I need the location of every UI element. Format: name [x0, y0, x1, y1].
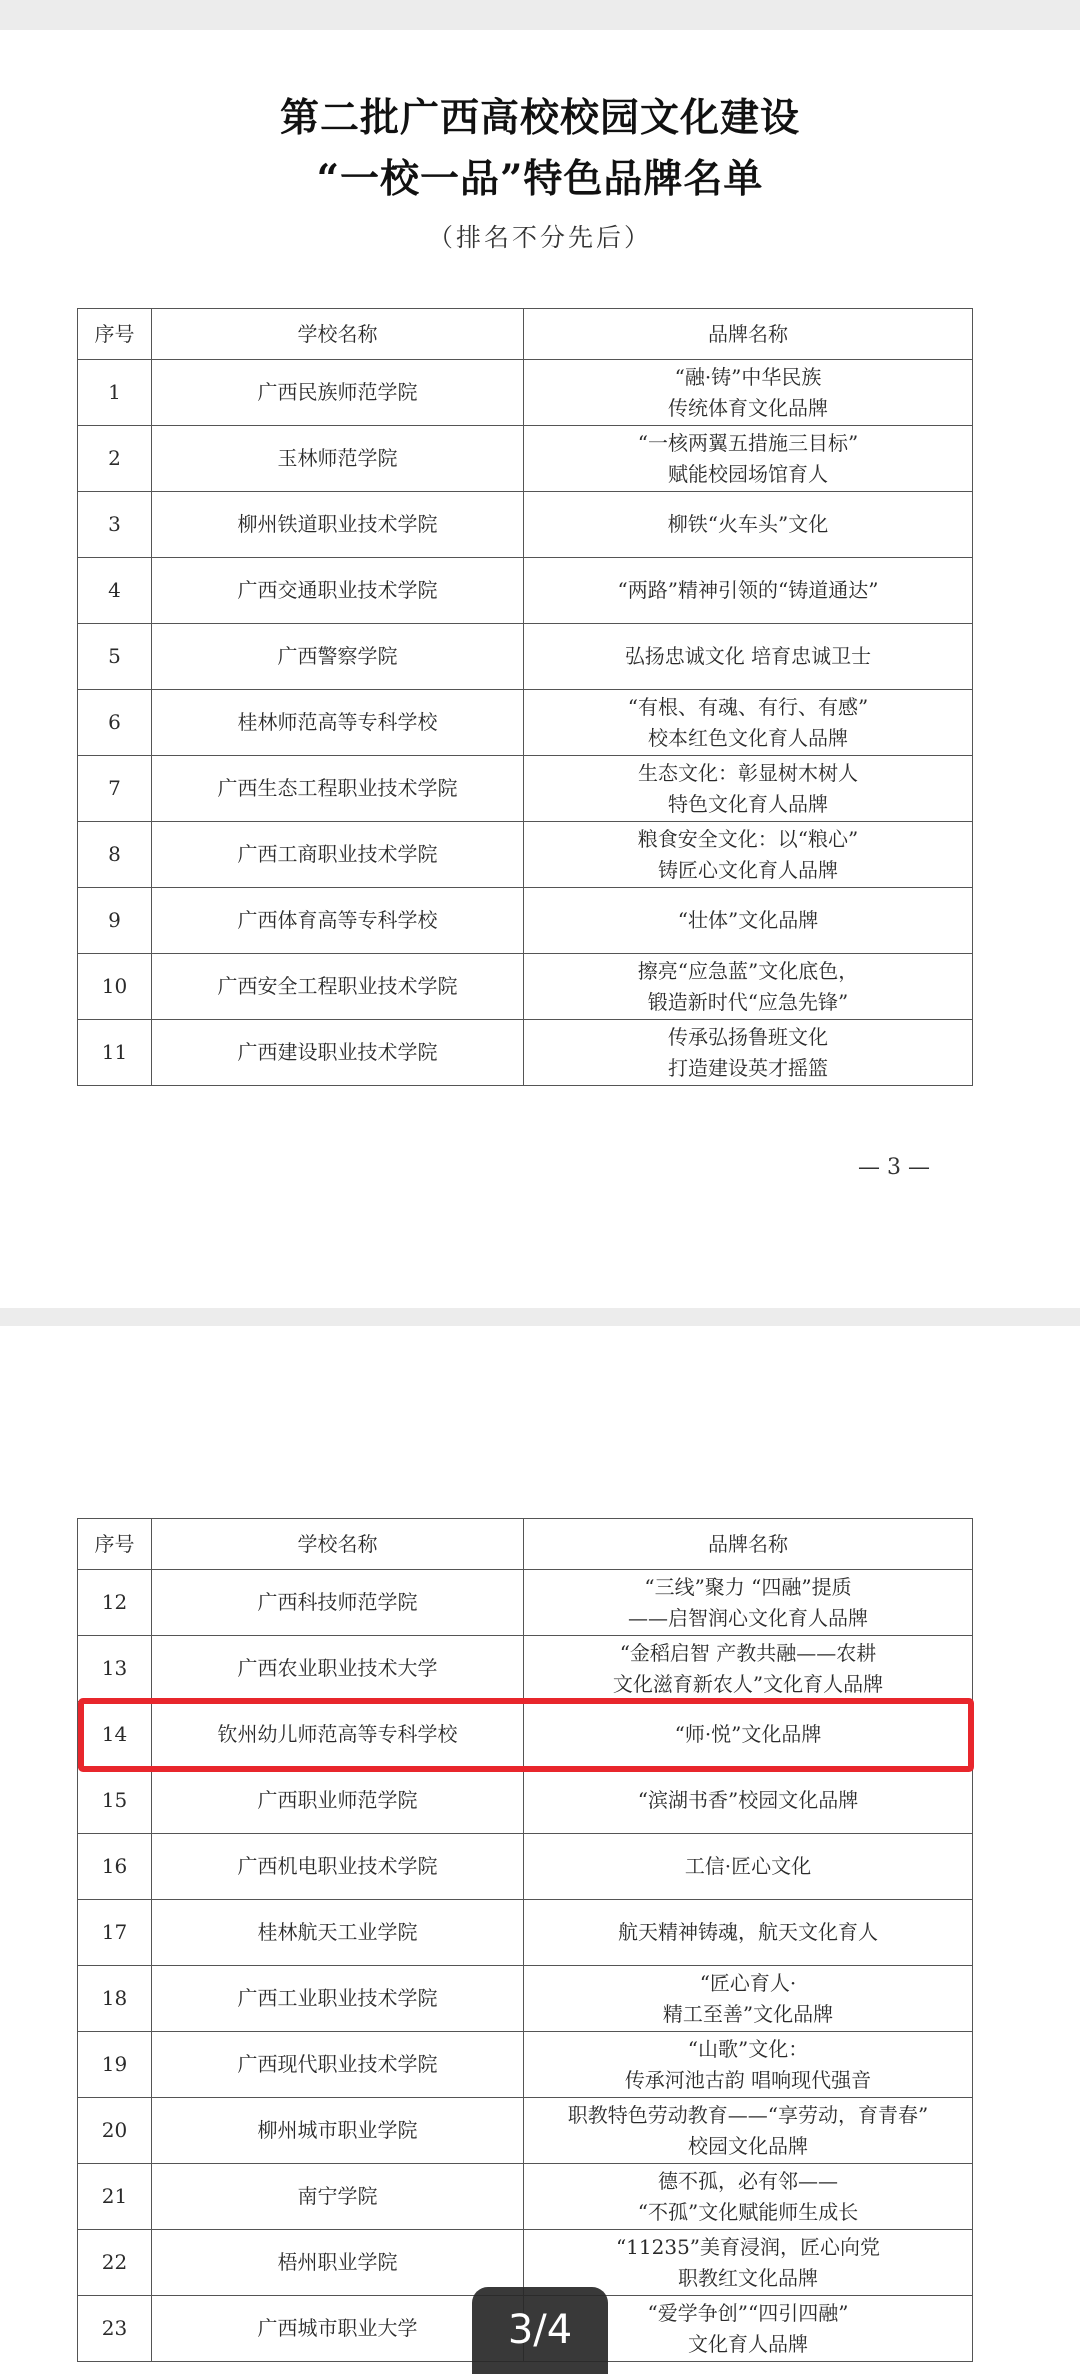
table-row — [78, 690, 973, 756]
table-row — [78, 2164, 973, 2230]
row-number: 23 — [78, 2296, 152, 2362]
school-name: 钦州幼儿师范高等专科学校 — [152, 1702, 524, 1768]
header-brand: 品牌名称 — [524, 1519, 973, 1570]
brand-name — [524, 624, 973, 690]
row-number: 6 — [78, 690, 152, 756]
brand-name — [524, 1768, 973, 1834]
row-number: 7 — [78, 756, 152, 822]
brand-name — [524, 690, 973, 756]
row-number: 22 — [78, 2230, 152, 2296]
brand-line: 校园文化品牌 — [688, 2133, 808, 2158]
brand-table-part2 — [77, 1518, 973, 2362]
table-row — [78, 1570, 973, 1636]
brand-line: 德不孤，必有邻—— — [658, 2168, 838, 2193]
school-name: 梧州职业学院 — [152, 2230, 524, 2296]
row-number: 9 — [78, 888, 152, 954]
row-number: 18 — [78, 1966, 152, 2032]
school-name: 广西农业职业技术大学 — [152, 1636, 524, 1702]
brand-name — [524, 558, 973, 624]
table-row — [78, 492, 973, 558]
school-name: 柳州铁道职业技术学院 — [152, 492, 524, 558]
brand-name — [524, 1834, 973, 1900]
table-row — [78, 624, 973, 690]
school-name: 广西工业职业技术学院 — [152, 1966, 524, 2032]
table-row — [78, 822, 973, 888]
brand-line: 弘扬忠诚文化 培育忠诚卫士 — [624, 644, 872, 668]
brand-name — [524, 1900, 973, 1966]
table-row — [78, 756, 973, 822]
brand-name — [524, 2098, 973, 2164]
brand-name — [524, 426, 973, 492]
brand-name — [524, 1966, 973, 2032]
table-row — [78, 1966, 973, 2032]
school-name: 桂林航天工业学院 — [152, 1900, 524, 1966]
school-name: 广西交通职业技术学院 — [152, 558, 524, 624]
brand-name — [524, 822, 973, 888]
brand-line: 擦亮“应急蓝”文化底色， — [637, 958, 859, 983]
school-name: 广西工商职业技术学院 — [152, 822, 524, 888]
brand-line: “11235”美育浸润，匠心向党 — [615, 2234, 881, 2259]
brand-line: 特色文化育人品牌 — [668, 791, 828, 816]
table-row — [78, 888, 973, 954]
brand-name — [524, 1020, 973, 1086]
table-header-row — [78, 309, 973, 360]
brand-line: “一核两翼五措施三目标” — [637, 430, 859, 455]
page-indicator: 3/4 — [472, 2287, 608, 2374]
brand-line: 职教特色劳动教育——“享劳动，育青春” — [567, 2102, 929, 2127]
header-no: 序号 — [78, 309, 152, 360]
row-number: 12 — [78, 1570, 152, 1636]
brand-line: 柳铁“火车头”文化 — [667, 512, 829, 536]
school-name: 广西生态工程职业技术学院 — [152, 756, 524, 822]
brand-table-part1 — [77, 308, 973, 1086]
brand-name — [524, 954, 973, 1020]
document-page-3 — [0, 30, 1080, 1308]
brand-line: 铸匠心文化育人品牌 — [658, 857, 838, 882]
brand-line: “不孤”文化赋能师生成长 — [637, 2199, 859, 2224]
row-number: 20 — [78, 2098, 152, 2164]
doc-title-line2: “一校一品”特色品牌名单 — [316, 156, 764, 202]
row-number: 13 — [78, 1636, 152, 1702]
brand-line: 锻造新时代“应急先锋” — [647, 989, 849, 1014]
brand-line: 工信·匠心文化 — [684, 1854, 812, 1878]
brand-line: 生态文化：彰显树木树人 — [638, 760, 858, 785]
row-number: 1 — [78, 360, 152, 426]
document-page-4 — [0, 1326, 1080, 2374]
school-name: 广西科技师范学院 — [152, 1570, 524, 1636]
table-row — [78, 426, 973, 492]
brand-name — [524, 2164, 973, 2230]
doc-subtitle: （排名不分先后） — [427, 223, 652, 252]
brand-line: 传统体育文化品牌 — [668, 395, 828, 420]
table-row — [78, 2098, 973, 2164]
brand-line: “壮体”文化品牌 — [677, 908, 819, 932]
school-name: 广西安全工程职业技术学院 — [152, 954, 524, 1020]
brand-line: ——启智润心文化育人品牌 — [628, 1605, 868, 1630]
table-row — [78, 2032, 973, 2098]
brand-line: “金稻启智 产教共融——农耕 — [619, 1640, 877, 1665]
brand-name — [524, 888, 973, 954]
school-name: 广西城市职业大学 — [152, 2296, 524, 2362]
table-header-row — [78, 1519, 973, 1570]
header-no: 序号 — [78, 1519, 152, 1570]
school-name: 广西职业师范学院 — [152, 1768, 524, 1834]
header-brand: 品牌名称 — [524, 309, 973, 360]
header-school: 学校名称 — [152, 309, 524, 360]
school-name: 广西警察学院 — [152, 624, 524, 690]
brand-line: 精工至善”文化品牌 — [662, 2001, 834, 2026]
table-row — [78, 2230, 973, 2296]
brand-name — [524, 1570, 973, 1636]
brand-name — [524, 2032, 973, 2098]
row-number: 2 — [78, 426, 152, 492]
header-school: 学校名称 — [152, 1519, 524, 1570]
brand-name — [524, 756, 973, 822]
row-number: 14 — [78, 1702, 152, 1768]
brand-line: “匠心育人· — [699, 1970, 797, 1995]
school-name: 柳州城市职业学院 — [152, 2098, 524, 2164]
brand-name — [524, 1636, 973, 1702]
table-row — [78, 360, 973, 426]
brand-line: 打造建设英才摇篮 — [668, 1055, 828, 1080]
school-name: 桂林师范高等专科学校 — [152, 690, 524, 756]
doc-title-line1: 第二批广西高校校园文化建设 — [279, 95, 800, 141]
row-number: 17 — [78, 1900, 152, 1966]
brand-line: “山歌”文化： — [687, 2036, 809, 2061]
brand-name — [524, 1702, 973, 1768]
school-name: 南宁学院 — [152, 2164, 524, 2230]
brand-line: “爱学争创”“四引四融” — [647, 2300, 849, 2325]
brand-line: 粮食安全文化：以“粮心” — [637, 826, 859, 851]
brand-name — [524, 360, 973, 426]
row-number: 8 — [78, 822, 152, 888]
row-number: 21 — [78, 2164, 152, 2230]
brand-line: “两路”精神引领的“铸道通达” — [617, 578, 879, 602]
school-name: 广西民族师范学院 — [152, 360, 524, 426]
brand-line: “师·悦”文化品牌 — [674, 1722, 822, 1746]
brand-line: “有根、有魂、有行、有感” — [627, 694, 869, 719]
school-name: 广西机电职业技术学院 — [152, 1834, 524, 1900]
school-name: 广西建设职业技术学院 — [152, 1020, 524, 1086]
page-number: — 3 — — [858, 1155, 930, 1180]
brand-line: 航天精神铸魂，航天文化育人 — [618, 1920, 878, 1944]
row-number: 11 — [78, 1020, 152, 1086]
brand-line: “融·铸”中华民族 — [674, 364, 822, 389]
brand-line: 文化滋育新农人”文化育人品牌 — [612, 1671, 884, 1696]
brand-line: 校本红色文化育人品牌 — [648, 725, 848, 750]
table-row — [78, 1702, 973, 1768]
brand-line: 文化育人品牌 — [688, 2331, 808, 2356]
table-row — [78, 1768, 973, 1834]
school-name: 广西体育高等专科学校 — [152, 888, 524, 954]
brand-line: 传承弘扬鲁班文化 — [668, 1024, 828, 1049]
brand-line: “三线”聚力 “四融”提质 — [644, 1574, 852, 1599]
brand-line: “滨湖书香”校园文化品牌 — [637, 1788, 859, 1812]
table-row — [78, 1636, 973, 1702]
brand-line: 赋能校园场馆育人 — [668, 461, 828, 486]
brand-line: 传承河池古韵 唱响现代强音 — [624, 2067, 872, 2092]
row-number: 16 — [78, 1834, 152, 1900]
row-number: 15 — [78, 1768, 152, 1834]
brand-line: 职教红文化品牌 — [678, 2265, 818, 2290]
row-number: 19 — [78, 2032, 152, 2098]
row-number: 10 — [78, 954, 152, 1020]
table-row — [78, 1020, 973, 1086]
school-name: 玉林师范学院 — [152, 426, 524, 492]
brand-name — [524, 2230, 973, 2296]
table-row — [78, 1834, 973, 1900]
brand-name — [524, 492, 973, 558]
table-row — [78, 1900, 973, 1966]
school-name: 广西现代职业技术学院 — [152, 2032, 524, 2098]
table-row — [78, 558, 973, 624]
row-number: 3 — [78, 492, 152, 558]
row-number: 5 — [78, 624, 152, 690]
table-row — [78, 954, 973, 1020]
row-number: 4 — [78, 558, 152, 624]
